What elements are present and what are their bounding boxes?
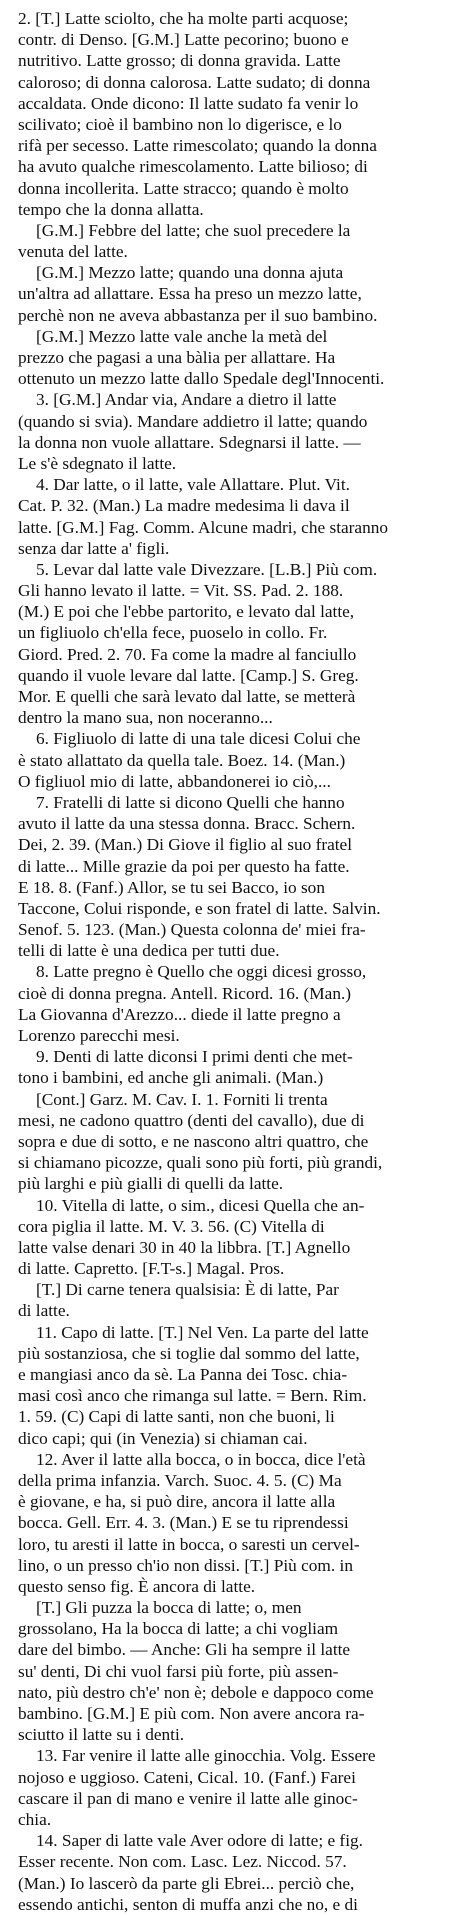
entry-line: 7. Fratelli di latte si dicono Quelli che hanno xyxy=(36,792,345,812)
entry-line: [G.M.] Mezzo latte vale anche la metà del xyxy=(36,326,328,346)
entry-line: latte. [G.M.] Fag. Comm. Alcune madri, che staranno xyxy=(18,517,389,537)
entry-line: 9. Denti di latte diconsi I primi denti che met- xyxy=(36,1047,353,1067)
entry-line: chia. xyxy=(18,1809,52,1829)
entry-line: 10. Vitella di latte, o sim., dicesi Quella che an- xyxy=(36,1195,365,1215)
entry-line: Taccone, Colui risponde, e son fratel di latte. Salvin. xyxy=(18,898,381,918)
entry-line: Senof. 5. 123. (Man.) Questa colonna de' miei fra- xyxy=(18,920,366,940)
entry-line: contr. di Denso. [G.M.] Latte pecorino; buono e xyxy=(18,30,349,50)
entry-line: essendo antichi, senton di muffa anzi che no, e di xyxy=(18,1894,358,1914)
entry-line: masi così anco che rimanga sul latte. = Bern. Rim. xyxy=(18,1386,367,1406)
entry-line: Lorenzo parecchi mesi. xyxy=(18,1026,180,1045)
entry-line: O figliuol mio di latte, abbandonerei io ciò,... xyxy=(18,771,331,791)
entry-line: mesi, ne cadono quattro (denti del cavallo), due di xyxy=(18,1110,365,1130)
entry-line: 12. Aver il latte alla bocca, o in bocca, dice l'età xyxy=(36,1449,366,1469)
entry-line: tempo che la donna allatta. xyxy=(18,199,204,219)
entry-line: un figliuolo ch'ella fece, puoselo in collo. Fr. xyxy=(18,623,328,643)
dictionary-entry xyxy=(18,8,456,220)
entry-line: cascare il pan di mano e venire il latte alle ginoc- xyxy=(18,1788,358,1808)
dictionary-entry xyxy=(18,1322,456,1449)
entry-line: [T.] Di carne tenera qualsisia: È di latte, Par xyxy=(36,1280,339,1300)
entry-line: della prima infanzia. Varch. Suoc. 4. 5. (C) Ma xyxy=(18,1470,342,1490)
entry-line: [Cont.] Garz. M. Cav. I. 1. Forniti li trenta xyxy=(36,1089,328,1109)
dictionary-entry xyxy=(18,792,456,962)
dictionary-entry xyxy=(18,1046,456,1088)
dictionary-entry xyxy=(18,1597,456,1745)
dictionary-entry xyxy=(18,961,456,1046)
entry-line: 14. Saper di latte vale Aver odore di latte; e fig. xyxy=(36,1831,363,1851)
dictionary-entry xyxy=(18,1279,456,1321)
entry-line: venuta del latte. xyxy=(18,242,128,262)
entry-line: quando il vuole levare dal latte. [Camp.] S. Greg. xyxy=(18,665,359,685)
entry-line: un'altra ad allattare. Essa ha preso un mezzo latte, xyxy=(18,284,362,304)
entry-line: [G.M.] Febbre del latte; che suol precedere la xyxy=(36,220,351,240)
entry-line: ottenuto un mezzo latte dallo Spedale degl'Innocenti. xyxy=(18,369,385,389)
entry-line: accaldata. Onde dicono: Il latte sudato fa venir lo xyxy=(18,93,359,113)
entry-line: Mor. E quelli che sarà levato dal latte, se metterà xyxy=(18,687,356,706)
entry-line: 6. Figliuolo di latte di una tale dicesi Colui che xyxy=(36,729,361,749)
entry-line: questo senso fig. È ancora di latte. xyxy=(18,1576,256,1596)
dictionary-entry xyxy=(18,474,456,559)
entry-line: cora piglia il latte. M. V. 3. 56. (C) Vitella di xyxy=(18,1216,325,1236)
dictionary-entry xyxy=(18,220,456,262)
entry-line: sciutto il latte su i denti. xyxy=(18,1725,185,1745)
entry-line: 2. [T.] Latte sciolto, che ha molte parti acquose; xyxy=(18,9,349,28)
dictionary-entry xyxy=(18,728,456,792)
entry-line: cioè di donna pregna. Antell. Ricord. 16. (Man.) xyxy=(18,983,352,1003)
entry-line: Dei, 2. 39. (Man.) Di Giove il figlio al suo fratel xyxy=(18,835,353,855)
entry-line: senza dar latte a' figli. xyxy=(18,538,170,558)
dictionary-entry xyxy=(18,559,456,729)
entry-line: La Giovanna d'Arezzo... diede il latte pregno a xyxy=(18,1004,341,1024)
entry-line: E 18. 8. (Fanf.) Allor, se tu sei Bacco, io son xyxy=(18,877,325,897)
entry-line: avuto il latte da una stessa donna. Bracc. Schern. xyxy=(18,814,356,834)
entry-line: 4. Dar latte, o il latte, vale Allattare. Plut. Vit. xyxy=(36,475,350,495)
entry-line: si chiamano picozze, quali sono più forti, più grandi, xyxy=(18,1153,383,1173)
entry-line: perchè non ne aveva abbastanza per il suo bambino. xyxy=(18,305,378,325)
entry-line: dare del bimbo. — Anche: Gli ha sempre il latte xyxy=(18,1640,351,1660)
dictionary-entry xyxy=(18,262,456,326)
entry-line: sopra e due di sotto, e ne nascono altri quattro, che xyxy=(18,1131,369,1151)
entry-line: Gli hanno levato il latte. = Vit. SS. Pad. 2. 188. xyxy=(18,581,344,601)
entry-line: scilivato; cioè il bambino non lo digerisce, e lo xyxy=(18,114,342,134)
entry-line: 5. Levar dal latte vale Divezzare. [L.B.] Più com. xyxy=(36,559,378,579)
entry-line: caloroso; di donna calorosa. Latte sudato; di donna xyxy=(18,72,371,92)
entry-line: Cat. P. 32. (Man.) La madre medesima li dava il xyxy=(18,496,350,516)
dictionary-entry xyxy=(18,1195,456,1280)
entry-line: 3. [G.M.] Andar via, Andare a dietro il latte xyxy=(36,390,337,410)
entry-line: è giovane, e ha, si può dire, ancora il latte alla xyxy=(18,1492,336,1512)
entry-line: nutritivo. Latte grosso; di donna gravida. Latte xyxy=(18,51,341,71)
dictionary-entry xyxy=(18,1745,456,1830)
dictionary-entry xyxy=(18,1089,456,1195)
entry-line: più larghi e più gialli di quelli da latte. xyxy=(18,1174,284,1194)
entry-line: loro, tu aresti il latte in bocca, o saresti un cervel- xyxy=(18,1534,360,1554)
dictionary-entry xyxy=(18,1830,456,1915)
entry-line: Giord. Pred. 2. 70. Fa come la madre al fanciullo xyxy=(18,644,357,664)
entry-line: rifà per secesso. Latte rimescolato; quando la donna xyxy=(18,136,377,156)
entry-line: nojoso e uggioso. Cateni, Cical. 10. (Fanf.) Farei xyxy=(18,1767,356,1787)
entry-line: 8. Latte pregno è Quello che oggi dicesi grosso, xyxy=(36,962,367,982)
entry-line: prezzo che pagasi a una bàlia per allattare. Ha xyxy=(18,348,336,367)
entry-line: (M.) E poi che l'ebbe partorito, e levato dal latte, xyxy=(18,602,355,622)
entry-line: (Man.) Io lascerò da parte gli Ebrei... perciò che, xyxy=(18,1873,355,1893)
dictionary-entry xyxy=(18,326,456,390)
entry-line: bambino. [G.M.] E più com. Non avere ancora ra- xyxy=(18,1704,365,1723)
entry-line: la donna non vuole allattare. Sdegnarsi il latte. — xyxy=(18,432,361,452)
entry-line: latte valse denari 30 in 40 la libbra. [T.] Agnello xyxy=(18,1237,351,1257)
entry-line: ha avuto qualche rimescolamento. Latte bilioso; di xyxy=(18,157,368,177)
entry-line: telli di latte è una dedica per tutti due. xyxy=(18,941,280,961)
entry-line: tono i bambini, ed anche gli animali. (Man.) xyxy=(18,1068,324,1088)
entry-line: 1. 59. (C) Capi di latte santi, non che buoni, li xyxy=(18,1407,335,1427)
entry-line: Esser recente. Non com. Lasc. Lez. Niccod. 57. xyxy=(18,1852,347,1872)
entry-line: (quando si svia). Mandare addietro il latte; quando xyxy=(18,411,368,431)
entry-line: dentro la mano sua, non noceranno... xyxy=(18,708,273,728)
entry-line: di latte. Capretto. [F.T-s.] Magal. Pros. xyxy=(18,1259,285,1279)
entry-line: bocca. Gell. Err. 4. 3. (Man.) E se tu riprendessi xyxy=(18,1513,349,1533)
entry-line: [G.M.] Mezzo latte; quando una donna ajuta xyxy=(36,263,344,283)
entry-line: di latte. xyxy=(18,1301,70,1321)
entry-line: e mangiasi anco da sè. La Panna dei Tosc. chia- xyxy=(18,1365,348,1384)
entry-line: dico capi; qui (in Venezia) si chiaman cai. xyxy=(18,1428,308,1448)
entry-line: più sostanziosa, che si toglie dal sommo del latte, xyxy=(18,1343,360,1363)
dictionary-entry xyxy=(18,389,456,474)
entry-line: 13. Far venire il latte alle ginocchia. Volg. Essere xyxy=(36,1746,376,1766)
entry-line: nato, più destro ch'e' non è; debole e dappoco come xyxy=(18,1682,374,1702)
entry-line: è stato allattato da quella tale. Boez. 14. (Man.) xyxy=(18,750,346,770)
entry-line: su' denti, Di chi vuol farsi più forte, più assen- xyxy=(18,1661,339,1681)
entry-line: 11. Capo di latte. [T.] Nel Ven. La parte del latte xyxy=(36,1322,369,1342)
entry-line: di latte... Mille grazie da poi per questo ha fatte. xyxy=(18,856,350,876)
entry-line: grossolano, Ha la bocca di latte; a chi vogliam xyxy=(18,1619,339,1639)
dictionary-entry xyxy=(18,1449,456,1597)
entry-line: lino, o un presso ch'io non dissi. [T.] Più com. in xyxy=(18,1555,353,1575)
entry-line: Le s'è sdegnato il latte. xyxy=(18,453,177,473)
entry-line: donna incollerita. Latte stracco; quando è molto xyxy=(18,178,349,198)
entry-line: [T.] Gli puzza la bocca di latte; o, men xyxy=(36,1598,302,1618)
